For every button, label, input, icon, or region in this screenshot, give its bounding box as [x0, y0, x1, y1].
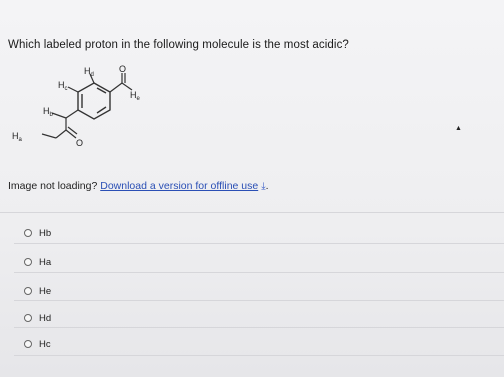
option-label: He [39, 285, 52, 297]
option-hb[interactable] [24, 226, 51, 240]
ketone-bond [66, 130, 76, 138]
label-hb: H [43, 106, 50, 116]
download-icon[interactable]: ⤓ [261, 181, 266, 192]
cursor-mark: ▲ [455, 125, 462, 132]
molecule-structure [10, 60, 170, 165]
chain-bond-1 [66, 110, 78, 118]
divider-5 [14, 355, 504, 356]
divider-top [0, 212, 504, 213]
option-hc[interactable] [24, 337, 51, 351]
divider-3 [14, 300, 504, 301]
ha-bond [42, 134, 56, 138]
radio-button[interactable] [24, 314, 32, 322]
aldehyde-bond [110, 83, 122, 92]
option-hd[interactable] [24, 311, 51, 325]
label-hc-sub: c [64, 86, 68, 92]
notice-suffix: . [265, 180, 269, 192]
he-bond [122, 83, 132, 90]
radio-button[interactable] [24, 229, 32, 237]
label-hc: H [58, 80, 65, 90]
label-ha: H [12, 131, 19, 141]
download-link[interactable]: Download a version for offline use [100, 180, 259, 192]
option-label: Ha [39, 256, 52, 268]
question-text: Which labeled proton in the following molecule is the most acidic? [8, 39, 349, 51]
option-label: Hb [39, 227, 52, 239]
benzene-ring [78, 83, 110, 119]
label-ha-sub: a [18, 137, 22, 143]
radio-button[interactable] [24, 258, 32, 266]
label-o-bottom: O [76, 138, 84, 148]
hc-bond [68, 87, 78, 92]
label-hb-sub: b [49, 112, 53, 118]
option-label: Hc [39, 338, 51, 350]
notice-prefix: Image not loading? [8, 180, 101, 192]
hb-bond [49, 112, 66, 118]
label-he: H [130, 90, 137, 100]
label-hd: H [84, 66, 91, 76]
chain-bond-3 [56, 130, 66, 138]
option-label: Hd [39, 312, 52, 324]
label-hd-sub: d [90, 72, 94, 78]
option-ha[interactable] [24, 255, 51, 269]
radio-button[interactable] [24, 340, 32, 348]
radio-button[interactable] [24, 287, 32, 295]
label-o-top: O [119, 64, 127, 74]
label-he-sub: e [136, 96, 140, 102]
option-he[interactable] [24, 284, 51, 298]
divider-1 [14, 243, 504, 244]
divider-2 [14, 272, 504, 273]
divider-4 [14, 327, 504, 328]
image-notice [8, 180, 269, 192]
